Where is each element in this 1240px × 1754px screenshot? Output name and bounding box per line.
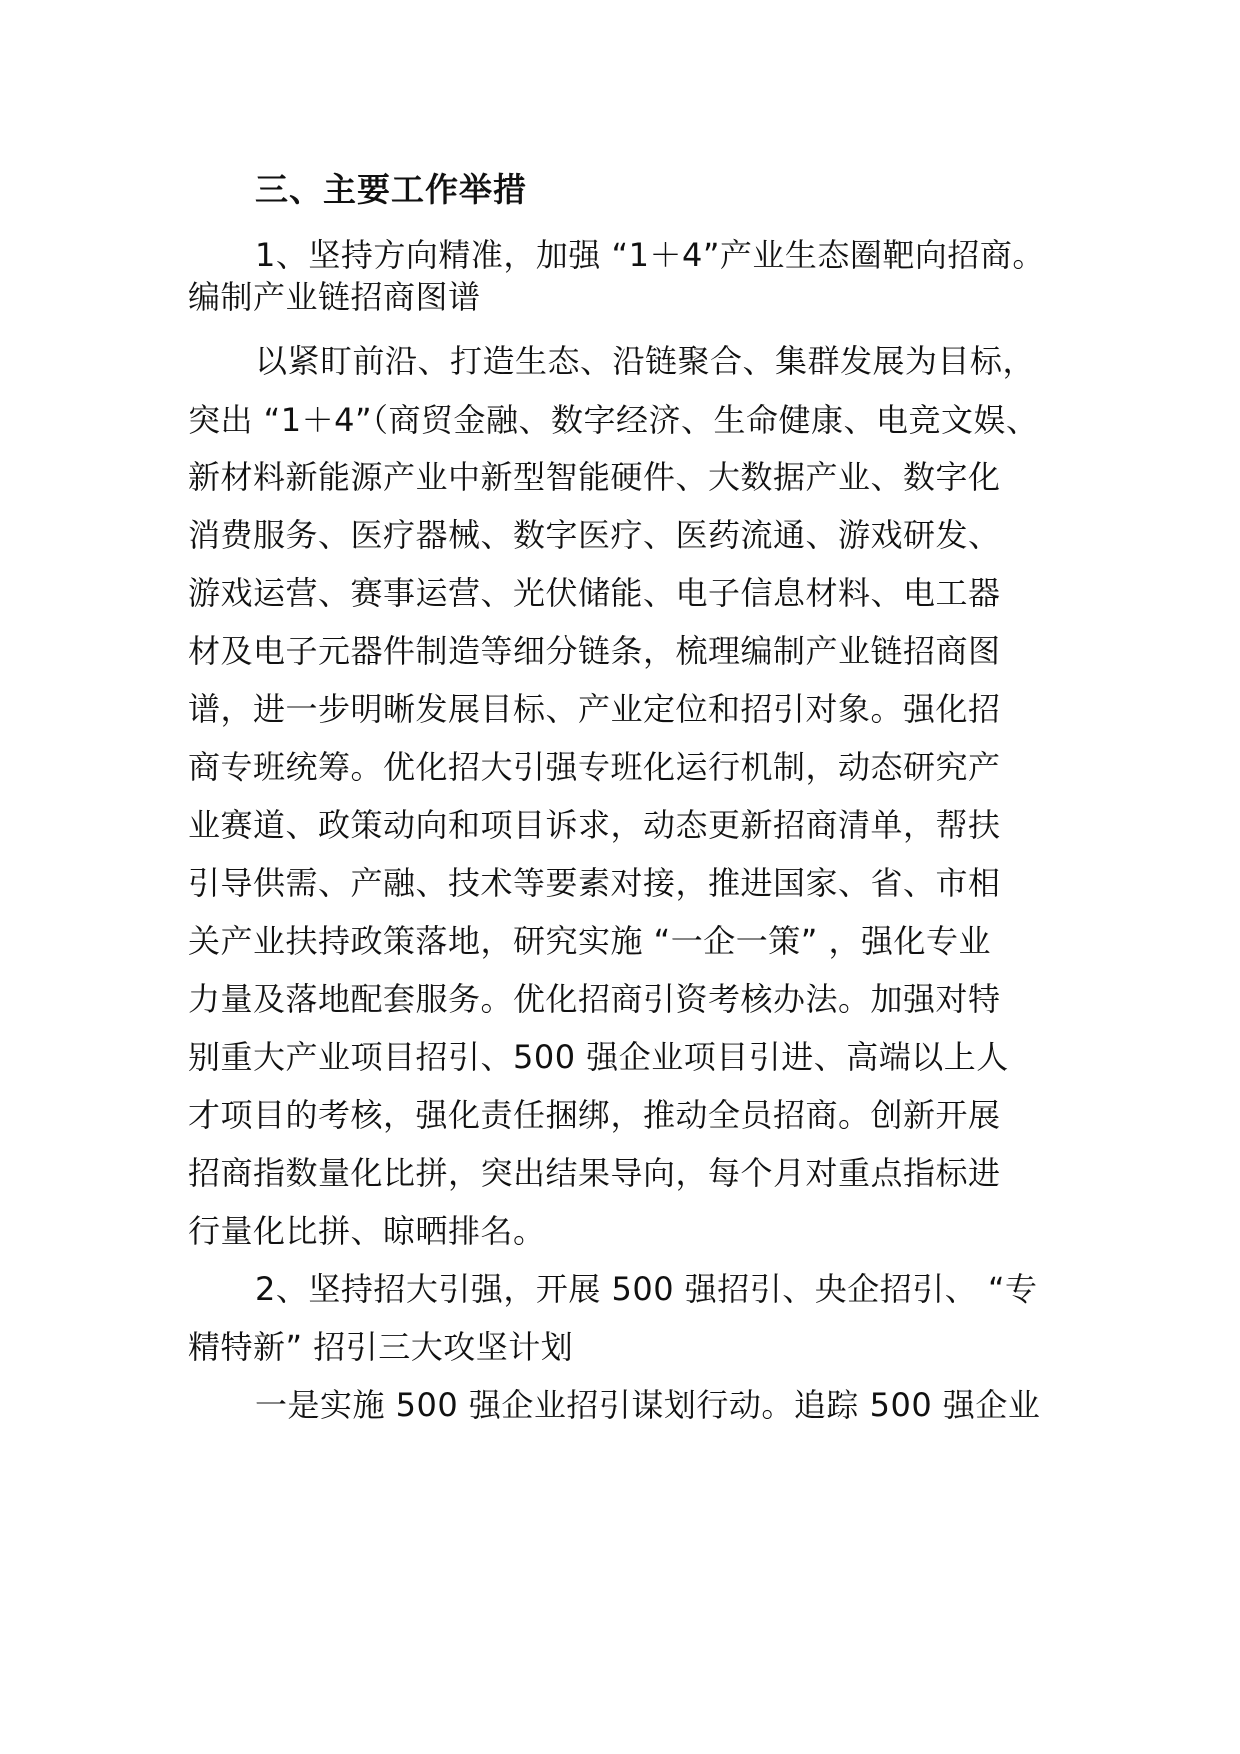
paragraph-2-line-16: 行量化比拼、晾晒排名。 xyxy=(188,1212,546,1250)
paragraph-1-line-1: 1、坚持方向精准，加强 “1＋4”产业生态圈靶向招商。 xyxy=(255,236,1045,274)
paragraph-2-line-2: 突出 “1＋4”（商贸金融、数字经济、生命健康、电竞文娱、 xyxy=(188,401,1039,439)
section-heading: 三、主要工作举措 xyxy=(255,170,527,209)
paragraph-2-line-9: 业赛道、政策动向和项目诉求，动态更新招商清单，帮扶 xyxy=(188,806,1001,844)
paragraph-2-line-15: 招商指数量化比拼，突出结果导向，每个月对重点指标进 xyxy=(188,1154,1001,1192)
paragraph-3-line-2: 精特新” 招引三大攻坚计划 xyxy=(188,1328,574,1366)
paragraph-2-line-7: 谱，进一步明晰发展目标、产业定位和招引对象。强化招 xyxy=(188,690,1001,728)
paragraph-2-line-12: 力量及落地配套服务。优化招商引资考核办法。加强对特 xyxy=(188,980,1001,1018)
paragraph-2-line-4: 消费服务、医疗器械、数字医疗、医药流通、游戏研发、 xyxy=(188,516,1001,554)
paragraph-2-line-11: 关产业扶持政策落地，研究实施 “一企一策” ，强化专业 xyxy=(188,922,992,960)
paragraph-1-line-2: 编制产业链招商图谱 xyxy=(188,278,481,316)
paragraph-2-line-3: 新材料新能源产业中新型智能硬件、大数据产业、数字化 xyxy=(188,458,1001,496)
paragraph-2-line-10: 引导供需、产融、技术等要素对接，推进国家、省、市相 xyxy=(188,864,1001,902)
paragraph-2-line-14: 才项目的考核，强化责任捆绑，推动全员招商。创新开展 xyxy=(188,1096,1001,1134)
paragraph-4-line-1: 一是实施 500 强企业招引谋划行动。追踪 500 强企业 xyxy=(255,1386,1041,1424)
paragraph-2-line-1: 以紧盯前沿、打造生态、沿链聚合、集群发展为目标， xyxy=(255,342,1036,380)
paragraph-2-line-8: 商专班统筹。优化招大引强专班化运行机制，动态研究产 xyxy=(188,748,1001,786)
paragraph-2-line-13: 别重大产业项目招引、500 强企业项目引进、高端以上人 xyxy=(188,1038,1009,1076)
paragraph-2-line-5: 游戏运营、赛事运营、光伏储能、电子信息材料、电工器 xyxy=(188,574,1001,612)
paragraph-3-line-1: 2、坚持招大引强，开展 500 强招引、央企招引、 “专 xyxy=(255,1270,1038,1308)
paragraph-2-line-6: 材及电子元器件制造等细分链条，梳理编制产业链招商图 xyxy=(188,632,1001,670)
